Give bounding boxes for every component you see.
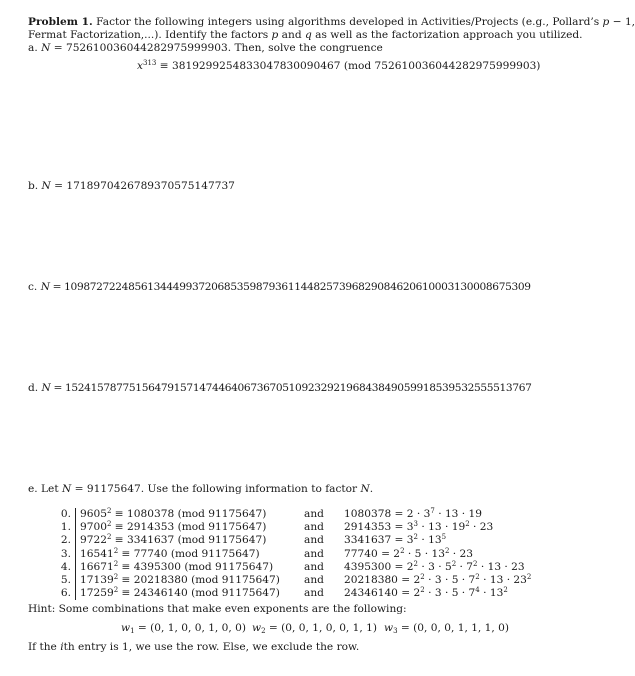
row-and: and bbox=[304, 560, 324, 573]
row-and: and bbox=[304, 521, 324, 534]
hint-w3: $w_3 = (0$, 0, 0, 1, 1, 1, 0) bbox=[384, 622, 510, 635]
table-row bbox=[57, 561, 531, 574]
row-congruence: $9722^2 \equiv 3341637$ (mod 91175647) bbox=[76, 534, 297, 547]
row-index: 1. bbox=[60, 521, 71, 534]
row-congruence: $17139^2 \equiv 20218380$ (mod 91175647) bbox=[76, 574, 297, 587]
part-d-label: d. bbox=[28, 382, 39, 394]
row-congruence: $16671^2 \equiv 4395300$ (mod 91175647) bbox=[76, 561, 297, 574]
row-factorization: $77740 = 2^2 \cdot 5 \cdot 13^2 \cdot 23$ bbox=[344, 546, 474, 560]
problem-intro-line-1: Problem 1. Factor the following integers using algorithms developed in Activities/Projects (e.g., Pollard’s p − 1, bbox=[28, 16, 635, 28]
row-factorization: $3341637 = 3^2 \cdot 13^5$ bbox=[344, 533, 447, 547]
row-congruence: $9605^2 \equiv 1080378$ (mod 91175647) bbox=[76, 508, 297, 521]
row-and: and bbox=[304, 534, 324, 547]
part-a-congruence: $x^{313} \equiv 3819299254833047830090467$ (mod 752610036044282975999903) bbox=[137, 59, 541, 72]
row-factorization: $1080378 = 2 \cdot 3^7 \cdot 13 \cdot 19$ bbox=[344, 507, 483, 520]
row-index: 3. bbox=[60, 547, 71, 560]
row-congruence: $17259^2 \equiv 24346140$ (mod 91175647) bbox=[76, 587, 297, 600]
row-and: and bbox=[304, 547, 324, 560]
table-row bbox=[57, 521, 531, 534]
row-index: 5. bbox=[60, 574, 71, 587]
row-congruence: $9700^2 \equiv 2914353$ (mod 91175647) bbox=[76, 521, 297, 534]
relations-table bbox=[57, 508, 532, 600]
table-row bbox=[57, 534, 531, 547]
table-row bbox=[57, 548, 531, 561]
part-b-label: b. bbox=[28, 180, 39, 192]
table-row bbox=[57, 574, 531, 587]
part-e: e. Let N = 91175647. Use the following information to factor N. bbox=[28, 483, 374, 495]
part-c-label: c. bbox=[28, 281, 38, 293]
part-e-label: e. bbox=[28, 483, 38, 495]
row-factorization: $4395300 = 2^2 \cdot 3 \cdot 5^2 \cdot 7^2 \cdot 13 \cdot 23$ bbox=[344, 559, 525, 573]
part-a-label: a. bbox=[28, 42, 38, 54]
row-and: and bbox=[304, 587, 324, 600]
part-b: b. N = 1718970426789370575147737 bbox=[28, 180, 235, 192]
row-factorization: $20218380 = 2^2 \cdot 3 \cdot 5 \cdot 7^2 \cdot 13 \cdot 23^2$ bbox=[344, 573, 532, 587]
hint-w2: $w_2 = (0$, 0, 1, 0, 0, 1, 1) bbox=[252, 622, 378, 635]
hint-w1: $w_1 = (0$, 1, 0, 0, 1, 0, 0) bbox=[121, 622, 247, 635]
hint-text: Hint: Some combinations that make even exponents are the following: bbox=[28, 603, 407, 615]
row-index: 0. bbox=[60, 508, 71, 520]
table-row bbox=[57, 587, 531, 600]
part-a: a. N = 752610036044282975999903. Then, solve the congruence bbox=[28, 42, 383, 54]
part-d: d. N = 152415787751564791571474464067367051092329219684384905991853953255551376​7 bbox=[28, 382, 532, 394]
problem-intro-line-2: Fermat Factorization,...). Identify the factors p and q as well as the factorization approach you utilized. bbox=[28, 29, 583, 41]
row-and: and bbox=[304, 574, 324, 587]
row-factorization: $2914353 = 3^3 \cdot 13 \cdot 19^2 \cdot 23$ bbox=[344, 520, 494, 534]
row-index: 4. bbox=[60, 560, 71, 573]
hint-footer: If the ith entry is 1, we use the row. Else, we exclude the row. bbox=[28, 641, 360, 653]
row-factorization: $24346140 = 2^2 \cdot 3 \cdot 5 \cdot 7^4 \cdot 13^2$ bbox=[344, 586, 508, 600]
row-congruence: $16541^2 \equiv 77740$ (mod 91175647) bbox=[76, 548, 297, 561]
table-row bbox=[57, 508, 531, 521]
row-and: and bbox=[304, 508, 324, 520]
problem-heading: Problem 1. bbox=[28, 16, 93, 28]
row-index: 6. bbox=[60, 587, 71, 600]
row-index: 2. bbox=[60, 534, 71, 547]
part-c: c. N = 1098727224856134449937206853598793611448257396829084620610003130008675309 bbox=[28, 281, 531, 293]
